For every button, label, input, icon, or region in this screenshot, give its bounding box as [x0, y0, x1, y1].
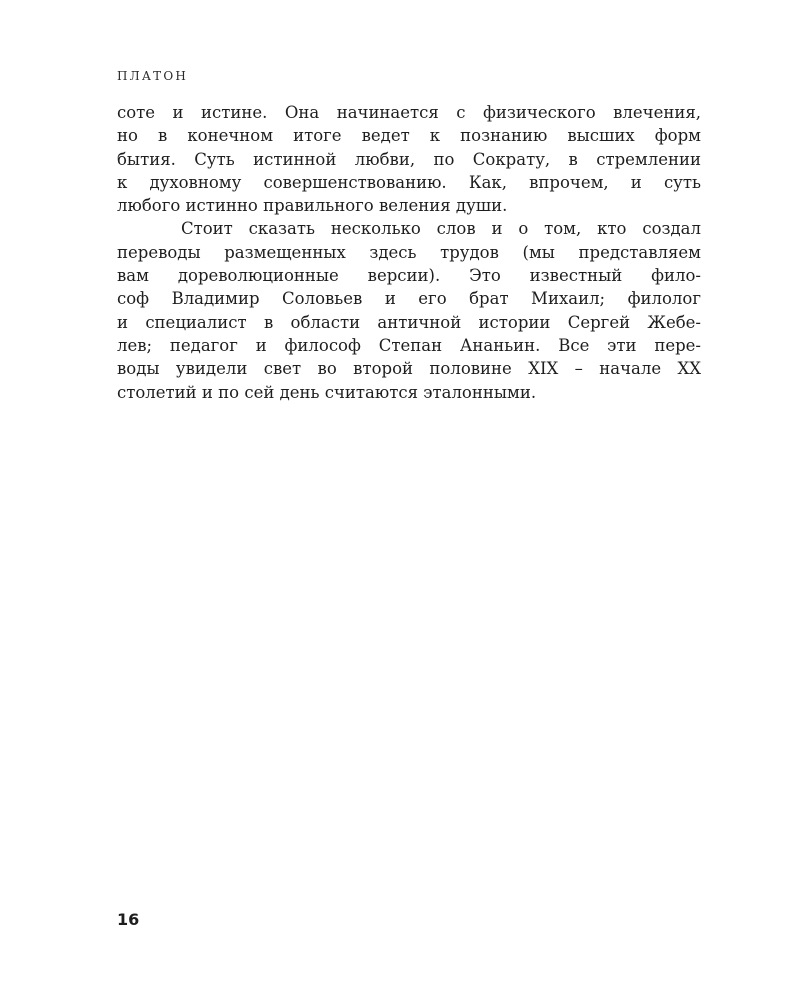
running-head: ПЛАТОН: [117, 69, 189, 83]
text-line: к духовному совершенствованию. Как, впрочем, и суть: [117, 172, 701, 192]
text-line: воды увидели свет во второй половине XIX – начале XX: [117, 359, 701, 379]
text-line: но в конечном итоге ведет к познанию высших форм: [117, 126, 701, 146]
page-number: 16: [117, 910, 140, 929]
text-line: соф Владимир Соловьев и его брат Михаил; филолог: [117, 289, 701, 309]
text-line: бытия. Суть истинной любви, по Сократу, в стремлении: [117, 149, 701, 169]
text-line: вам дореволюционные версии). Это известный фило-: [117, 266, 701, 286]
text-line: столетий и по сей день считаются эталонными.: [117, 382, 537, 402]
paragraph-2: [117, 217, 701, 403]
text-line: и специалист в области античной истории Сергей Жебе-: [117, 312, 701, 332]
paragraph-1: [117, 101, 701, 217]
text-line: Стоит сказать несколько слов и о том, кто создал: [181, 219, 701, 239]
body-text: [117, 101, 701, 404]
text-line: соте и истине. Она начинается с физического влечения,: [117, 103, 701, 122]
text-line: лев; педагог и философ Степан Ананьин. Все эти пере-: [117, 335, 701, 355]
text-line: переводы размещенных здесь трудов (мы представляем: [117, 242, 701, 262]
text-line: любого истинно правильного веления души.: [117, 196, 508, 216]
